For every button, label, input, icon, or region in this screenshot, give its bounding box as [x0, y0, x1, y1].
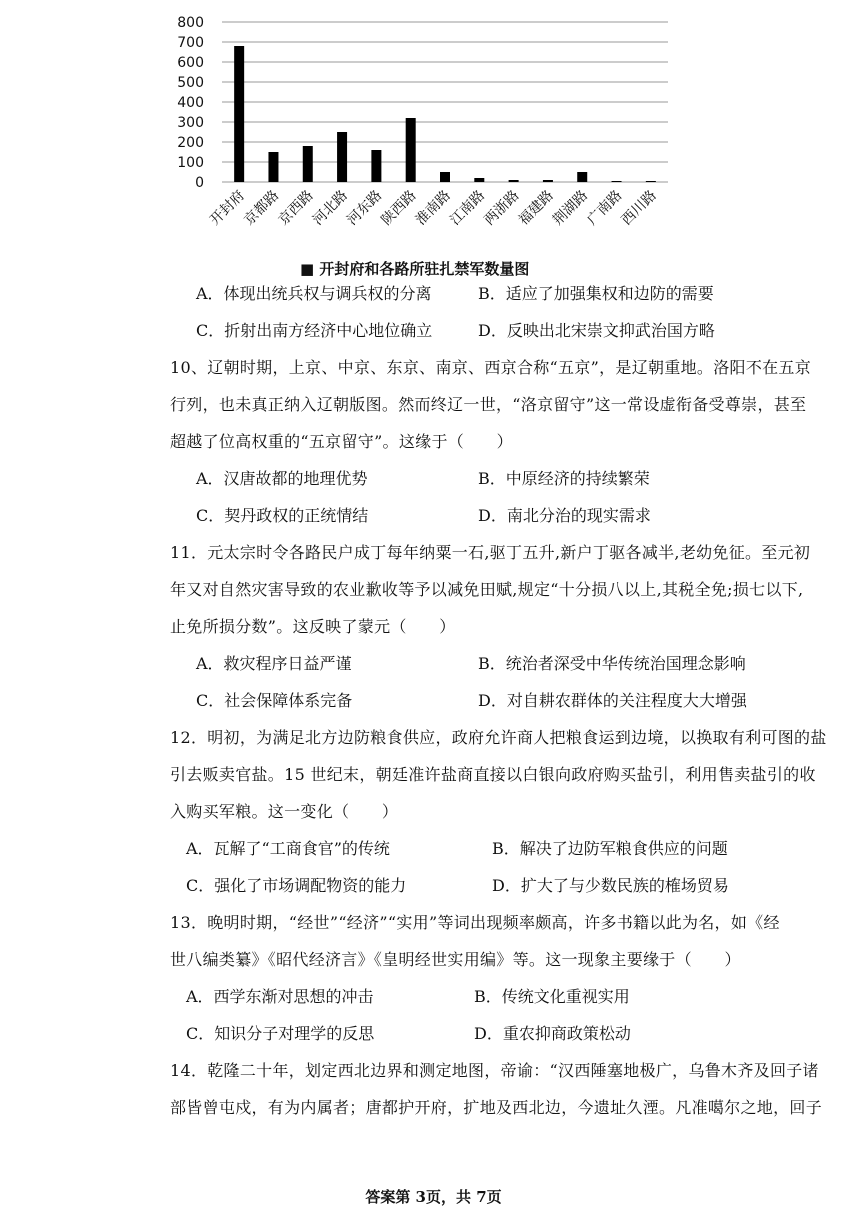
q10-stem-line-2: 行列，也未真正纳入辽朝版图。然而终辽一世，“洛京留守”这一常设虚衔备受尊崇，甚至: [170, 395, 807, 414]
bar: [371, 150, 381, 182]
x-tick-label: 河东路: [344, 187, 386, 229]
x-tick-label: 广南路: [584, 187, 626, 229]
q13-option-a[interactable]: A．西学东渐对思想的冲击: [186, 987, 374, 1006]
q10-option-c[interactable]: C．契丹政权的正统情结: [196, 506, 369, 525]
bar: [337, 132, 347, 182]
bar: [646, 181, 656, 182]
q12-option-d[interactable]: D．扩大了与少数民族的榷场贸易: [492, 876, 729, 895]
x-tick-label: 淮南路: [412, 187, 454, 229]
y-tick-label: 700: [177, 35, 204, 51]
q14-stem-line-1: 14．乾隆二十年，划定西北边界和测定地图，帝谕：“汉西陲塞地极广，乌鲁木齐及回子诸: [170, 1061, 819, 1080]
q11-stem-line-1: 11．元太宗时令各路民户成丁每年纳粟一石,驱丁五升,新户丁驱各减半,老幼免征。至元初: [170, 543, 811, 562]
x-tick-label: 京都路: [241, 187, 283, 229]
y-tick-label: 500: [177, 75, 204, 91]
x-tick-label: 福建路: [515, 187, 557, 229]
y-tick-label: 800: [177, 15, 204, 31]
y-tick-label: 200: [177, 135, 204, 151]
q9-option-d[interactable]: D．反映出北宋崇文抑武治国方略: [478, 321, 715, 340]
q11-stem-line-3: 止免所损分数”。这反映了蒙元（ ）: [170, 617, 456, 636]
x-tick-label: 江南路: [447, 187, 489, 229]
bar: [612, 181, 622, 182]
bar: [577, 172, 587, 182]
y-tick-label: 0: [195, 175, 204, 191]
q11-option-d[interactable]: D．对自耕农群体的关注程度大大增强: [478, 691, 747, 710]
q12-stem-line-3: 入购买军粮。这一变化（ ）: [170, 802, 399, 821]
q11-option-a[interactable]: A．救灾程序日益严谨: [196, 654, 352, 673]
bar: [303, 146, 313, 182]
q13-stem-line-2: 世八编类纂》《昭代经济言》《皇明经世实用编》等。这一现象主要缘于（ ）: [170, 950, 741, 969]
y-tick-label: 400: [177, 95, 204, 111]
q10-stem-line-3: 超越了位高权重的“五京留守”。这缘于（ ）: [170, 432, 513, 451]
q12-option-a[interactable]: A．瓦解了“工商食官”的传统: [186, 839, 390, 858]
bar: [234, 46, 244, 182]
q11-option-b[interactable]: B．统治者深受中华传统治国理念影响: [478, 654, 746, 673]
x-tick-label: 荆湖路: [550, 187, 592, 229]
q12-option-c[interactable]: C．强化了市场调配物资的能力: [186, 876, 407, 895]
bar: [268, 152, 278, 182]
y-tick-label: 300: [177, 115, 204, 131]
q10-option-a[interactable]: A．汉唐故都的地理优势: [196, 469, 368, 488]
y-tick-label: 600: [177, 55, 204, 71]
q11-option-c[interactable]: C．社会保障体系完备: [196, 691, 353, 710]
x-tick-label: 京西路: [275, 187, 317, 229]
q9-option-a[interactable]: A．体现出统兵权与调兵权的分离: [196, 284, 432, 303]
q13-option-b[interactable]: B．传统文化重视实用: [474, 987, 630, 1006]
q12-stem-line-1: 12．明初，为满足北方边防粮食供应，政府允许商人把粮食运到边境，以换取有利可图的盐: [170, 728, 827, 747]
x-tick-label: 两浙路: [481, 187, 523, 229]
q9-option-b[interactable]: B．适应了加强集权和边防的需要: [478, 284, 714, 303]
q10-option-d[interactable]: D．南北分治的现实需求: [478, 506, 651, 525]
q13-option-c[interactable]: C．知识分子对理学的反思: [186, 1024, 375, 1043]
bar: [509, 180, 519, 182]
q14-stem-line-2: 部皆曾屯戍，有为内属者；唐都护开府，扩地及西北边，今遗址久湮。凡准噶尔之地，回子: [170, 1098, 823, 1117]
y-tick-label: 100: [177, 155, 204, 171]
page-footer: 答案第 3页，共 7页: [365, 1188, 502, 1206]
bar: [440, 172, 450, 182]
x-tick-label: 西川路: [618, 187, 660, 229]
x-tick-label: 陕西路: [378, 187, 420, 229]
bar: [406, 118, 416, 182]
q12-option-b[interactable]: B．解决了边防军粮食供应的问题: [492, 839, 728, 858]
bar: [543, 180, 553, 182]
q10-stem-line-1: 10、辽朝时期，上京、中京、东京、南京、西京合称“五京”，是辽朝重地。洛阳不在五京: [170, 358, 812, 377]
q10-option-b[interactable]: B．中原经济的持续繁荣: [478, 469, 650, 488]
q13-option-d[interactable]: D．重农抑商政策松动: [474, 1024, 631, 1043]
q13-stem-line-1: 13．晚明时期，“经世”“经济”“实用”等词出现频率颇高，许多书籍以此为名，如《经: [170, 913, 780, 932]
troop-bar-chart: [0, 0, 867, 285]
chart-title: ■ 开封府和各路所驻扎禁军数量图: [300, 260, 530, 278]
q9-option-c[interactable]: C．折射出南方经济中心地位确立: [196, 321, 433, 340]
q11-stem-line-2: 年又对自然灾害导致的农业歉收等予以减免田赋,规定“十分损八以上,其税全免;损七以下,: [170, 580, 804, 599]
x-tick-label: 河北路: [309, 187, 351, 229]
x-tick-label: 开封府: [206, 187, 248, 229]
q12-stem-line-2: 引去贩卖官盐。15 世纪末，朝廷准许盐商直接以白银向政府购买盐引，利用售卖盐引的收: [170, 765, 816, 784]
bar: [474, 178, 484, 182]
